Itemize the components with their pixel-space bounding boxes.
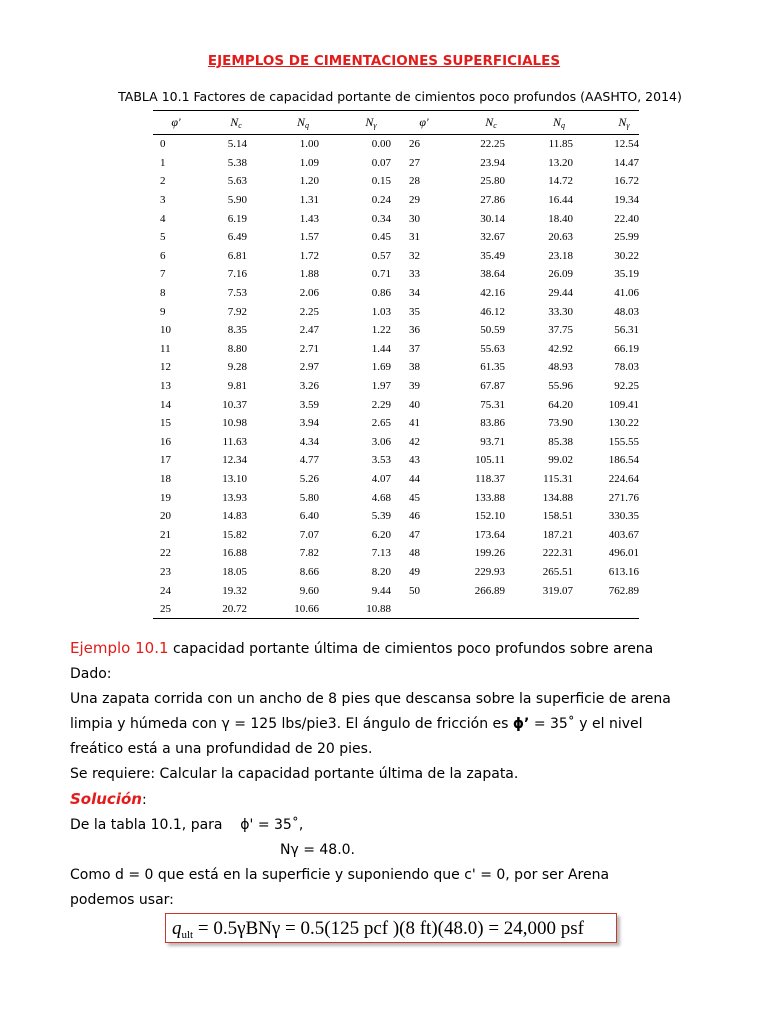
table-cell: 18 [160, 472, 171, 485]
table-cell: 158.51 [542, 510, 573, 523]
table-cell: 25.80 [480, 175, 505, 188]
header-ngamma: $N_\gamma$ [365, 115, 377, 130]
table-cell: 1.31 [299, 194, 319, 207]
table-row [153, 395, 639, 414]
table-cell: 20 [160, 510, 171, 523]
table-cell: 66.19 [614, 342, 639, 355]
table-cell: 16.72 [614, 175, 639, 188]
table-cell: 224.64 [608, 472, 639, 485]
table-cell: 1.97 [371, 380, 391, 393]
table-cell: 6.19 [227, 212, 247, 225]
table-cell: 35 [409, 305, 420, 318]
table-cell: 1.57 [299, 231, 319, 244]
table-cell: 12.34 [222, 454, 247, 467]
table-cell: 7.53 [227, 287, 247, 300]
table-cell: 39 [409, 380, 420, 393]
table-cell: 10.88 [366, 603, 391, 616]
table-row [153, 358, 639, 377]
solution-heading: Solución: [70, 790, 147, 808]
table-cell: 32 [409, 249, 420, 262]
table-cell: 22.25 [480, 138, 505, 151]
table-cell: 5.80 [299, 491, 319, 504]
table-cell: 50 [409, 584, 420, 597]
table-cell: 67.87 [480, 380, 505, 393]
table-cell: 1.09 [299, 156, 319, 169]
table-cell: 4.68 [371, 491, 391, 504]
table-cell: 0.00 [371, 138, 391, 151]
table-row [153, 247, 639, 266]
table-cell: 44 [409, 472, 420, 485]
table-cell: 28 [409, 175, 420, 188]
table-cell: 10.37 [222, 398, 247, 411]
table-cell: 0.15 [371, 175, 391, 188]
table-cell: 6.81 [227, 249, 247, 262]
table-cell: 48.93 [548, 361, 573, 374]
requirement-line: Se requiere: Calcular la capacidad portante última de la zapata. [70, 766, 519, 782]
table-cell: 25 [160, 603, 171, 616]
table-cell: 49 [409, 565, 420, 578]
table-cell: 3.06 [371, 435, 391, 448]
table-cell: 13 [160, 380, 171, 393]
table-cell: 14.47 [614, 156, 639, 169]
table-cell: 30 [409, 212, 420, 225]
table-cell: 26.09 [548, 268, 573, 281]
table-cell: 4.77 [299, 454, 319, 467]
table-cell: 0.71 [371, 268, 391, 281]
table-cell: 93.71 [480, 435, 505, 448]
table-cell: 15.82 [222, 528, 247, 541]
table-cell: 1.88 [299, 268, 319, 281]
header-phi: φ′ [171, 115, 181, 129]
table-cell: 25.99 [614, 231, 639, 244]
table-row [153, 525, 639, 544]
table-cell: 10 [160, 324, 171, 337]
table-cell: 40 [409, 398, 420, 411]
table-cell: 27.86 [480, 194, 505, 207]
table-cell: 78.03 [614, 361, 639, 374]
header-nq-2: $N_q$ [552, 115, 565, 130]
table-cell: 85.38 [548, 435, 573, 448]
table-cell: 29 [409, 194, 420, 207]
table-reference-line: De la tabla 10.1, para ϕ' = 35˚, [70, 817, 304, 833]
table-cell: 19.32 [222, 584, 247, 597]
table-cell: 0.24 [371, 194, 391, 207]
bearing-capacity-table [153, 110, 639, 619]
table-cell: 7 [160, 268, 166, 281]
table-cell: 8.80 [227, 342, 247, 355]
table-cell: 33.30 [548, 305, 573, 318]
table-cell: 266.89 [474, 584, 505, 597]
table-cell: 31 [409, 231, 420, 244]
table-row [153, 340, 639, 359]
table-cell: 33 [409, 268, 420, 281]
table-cell: 10.98 [222, 417, 247, 430]
table-header [153, 111, 639, 135]
table-cell: 186.54 [608, 454, 639, 467]
table-cell: 16 [160, 435, 171, 448]
table-cell: 9 [160, 305, 166, 318]
table-cell: 16.88 [222, 547, 247, 560]
table-cell: 29.44 [548, 287, 573, 300]
example-heading [70, 636, 720, 662]
table-cell: 5.90 [227, 194, 247, 207]
table-cell: 35.19 [614, 268, 639, 281]
table-cell: 2.65 [371, 417, 391, 430]
table-cell: 130.22 [608, 417, 639, 430]
table-cell: 222.31 [542, 547, 573, 560]
table-cell: 30.22 [614, 249, 639, 262]
table-cell: 48 [409, 547, 420, 560]
table-cell: 43 [409, 454, 420, 467]
table-cell: 2.97 [299, 361, 319, 374]
table-cell: 5.26 [299, 472, 319, 485]
table-cell: 35.49 [480, 249, 505, 262]
paragraph-line-1: Una zapata corrida con un ancho de 8 pies que descansa sobre la superficie de arena [70, 691, 671, 707]
table-cell: 0.07 [371, 156, 391, 169]
table-cell: 13.20 [548, 156, 573, 169]
table-cell: 45 [409, 491, 420, 504]
como-line-1: Como d = 0 que está en la superficie y suponiendo que c' = 0, por ser Arena [70, 867, 610, 883]
table-cell: 4.07 [371, 472, 391, 485]
table-cell: 18.05 [222, 565, 247, 578]
table-cell: 1.00 [299, 138, 319, 151]
table-cell: 7.92 [227, 305, 247, 318]
table-cell: 9.28 [227, 361, 247, 374]
table-cell: 229.93 [474, 565, 505, 578]
table-cell: 9.60 [299, 584, 319, 597]
table-cell: 47 [409, 528, 420, 541]
table-cell: 36 [409, 324, 420, 337]
table-cell: 42 [409, 435, 420, 448]
table-cell: 403.67 [608, 528, 639, 541]
table-row [153, 563, 639, 582]
table-cell: 61.35 [480, 361, 505, 374]
table-cell: 14.83 [222, 510, 247, 523]
table-cell: 5.63 [227, 175, 247, 188]
table-cell: 14.72 [548, 175, 573, 188]
table-cell: 2.25 [299, 305, 319, 318]
table-row [153, 191, 639, 210]
table-cell: 7.82 [299, 547, 319, 560]
table-row [153, 470, 639, 489]
table-cell: 21 [160, 528, 171, 541]
table-cell: 1.22 [371, 324, 391, 337]
table-body [153, 135, 639, 618]
table-cell: 11.63 [222, 435, 247, 448]
table-cell: 55.63 [480, 342, 505, 355]
table-row [153, 433, 639, 452]
table-cell: 9.81 [227, 380, 247, 393]
table-cell: 5.39 [371, 510, 391, 523]
table-cell: 10.66 [294, 603, 319, 616]
table-cell: 23.18 [548, 249, 573, 262]
table-cell: 46.12 [480, 305, 505, 318]
table-row [153, 507, 639, 526]
table-cell: 92.25 [614, 380, 639, 393]
table-cell: 11.85 [548, 138, 573, 151]
table-cell: 14 [160, 398, 171, 411]
header-nq: $N_q$ [296, 115, 309, 130]
table-cell: 1.43 [299, 212, 319, 225]
header-nc: $N_c$ [230, 115, 242, 130]
table-cell: 1.03 [371, 305, 391, 318]
table-cell: 4.34 [299, 435, 319, 448]
table-cell: 0.57 [371, 249, 391, 262]
table-cell: 37 [409, 342, 420, 355]
table-cell: 18.40 [548, 212, 573, 225]
table-row [153, 209, 639, 228]
table-row [153, 154, 639, 173]
table-cell: 23.94 [480, 156, 505, 169]
table-cell: 15 [160, 417, 171, 430]
table-cell: 1.72 [299, 249, 319, 262]
table-row [153, 451, 639, 470]
table-cell: 19 [160, 491, 171, 504]
table-cell: 99.02 [548, 454, 573, 467]
table-cell: 613.16 [608, 565, 639, 578]
table-cell: 0.34 [371, 212, 391, 225]
paragraph-line-3: freático está a una profundidad de 20 pies. [70, 741, 373, 757]
table-cell: 42.92 [548, 342, 573, 355]
table-row [153, 265, 639, 284]
table-cell: 16.44 [548, 194, 573, 207]
bearing-capacity-formula: $q_{ult} = 0.5\gamma BN\gamma = 0.5(125$ pcf )(8 ft)(48.0) = 24,000 psf [165, 913, 617, 943]
table-cell: 17 [160, 454, 171, 467]
page-title: EJEMPLOS DE CIMENTACIONES SUPERFICIALES [207, 53, 561, 69]
table-cell: 118.37 [475, 472, 505, 485]
table-cell: 12.54 [614, 138, 639, 151]
table-cell: 8 [160, 287, 166, 300]
table-cell: 13.10 [222, 472, 247, 485]
table-row [153, 284, 639, 303]
table-cell: 5.14 [227, 138, 247, 151]
table-cell: 1 [160, 156, 166, 169]
table-cell: 0 [160, 138, 166, 151]
table-cell: 2.71 [299, 342, 319, 355]
table-cell: 115.31 [543, 472, 573, 485]
table-cell: 762.89 [608, 584, 639, 597]
table-cell: 2 [160, 175, 166, 188]
table-cell: 6 [160, 249, 166, 262]
table-cell: 7.07 [299, 528, 319, 541]
table-cell: 199.26 [474, 547, 505, 560]
table-cell: 134.88 [542, 491, 573, 504]
table-cell: 41 [409, 417, 420, 430]
example-title-rest: capacidad portante última de cimientos poco profundos sobre arena [172, 641, 654, 657]
table-row [153, 302, 639, 321]
table-cell: 2.47 [299, 324, 319, 337]
table-cell: 109.41 [608, 398, 639, 411]
header-phi-2: φ′ [419, 115, 429, 129]
header-ngamma-2: $N_\gamma$ [618, 115, 630, 130]
ngamma-value: Nγ = 48.0. [280, 842, 356, 858]
table-cell: 48.03 [614, 305, 639, 318]
table-cell: 5.38 [227, 156, 247, 169]
table-cell: 8.35 [227, 324, 247, 337]
table-cell: 3.59 [299, 398, 319, 411]
table-row [153, 321, 639, 340]
table-cell: 3.26 [299, 380, 319, 393]
table-cell: 64.20 [548, 398, 573, 411]
table-cell: 42.16 [480, 287, 505, 300]
table-row [153, 135, 639, 154]
table-cell: 2.29 [371, 398, 391, 411]
table-cell: 3.53 [371, 454, 391, 467]
table-cell: 41.06 [614, 287, 639, 300]
table-cell: 5 [160, 231, 166, 244]
table-cell: 0.86 [371, 287, 391, 300]
table-cell: 271.76 [608, 491, 639, 504]
table-row [153, 377, 639, 396]
table-cell: 83.86 [480, 417, 505, 430]
table-cell: 105.11 [475, 454, 505, 467]
table-cell: 2.06 [299, 287, 319, 300]
table-cell: 330.35 [608, 510, 639, 523]
paragraph-line-2: limpia y húmeda con γ = 125 lbs/pie3. El ángulo de fricción es ϕ’ = 35˚ y el nivel [70, 716, 643, 732]
table-cell: 37.75 [548, 324, 573, 337]
example-title: Ejemplo 10.1 [70, 639, 169, 657]
table-cell: 75.31 [480, 398, 505, 411]
table-cell: 4 [160, 212, 166, 225]
table-cell: 155.55 [608, 435, 639, 448]
table-cell: 6.20 [371, 528, 391, 541]
table-row [153, 544, 639, 563]
table-cell: 152.10 [474, 510, 505, 523]
table-cell: 3.94 [299, 417, 319, 430]
table-cell: 55.96 [548, 380, 573, 393]
table-row [153, 414, 639, 433]
table-cell: 12 [160, 361, 171, 374]
table-cell: 50.59 [480, 324, 505, 337]
table-cell: 46 [409, 510, 420, 523]
table-cell: 24 [160, 584, 171, 597]
table-cell: 133.88 [474, 491, 505, 504]
table-cell: 19.34 [614, 194, 639, 207]
table-row [153, 172, 639, 191]
table-cell: 27 [409, 156, 420, 169]
table-cell: 8.66 [299, 565, 319, 578]
table-cell: 1.69 [371, 361, 391, 374]
table-cell: 6.40 [299, 510, 319, 523]
como-line-2: podemos usar: [70, 892, 174, 908]
table-cell: 6.49 [227, 231, 247, 244]
table-cell: 9.44 [371, 584, 391, 597]
header-nc-2: $N_c$ [485, 115, 497, 130]
table-cell: 22 [160, 547, 171, 560]
table-row [153, 228, 639, 247]
table-row [153, 600, 639, 619]
table-cell: 3 [160, 194, 166, 207]
table-cell: 11 [160, 342, 171, 355]
table-cell: 13.93 [222, 491, 247, 504]
table-cell: 73.90 [548, 417, 573, 430]
table-cell: 32.67 [480, 231, 505, 244]
table-cell: 26 [409, 138, 420, 151]
table-cell: 173.64 [474, 528, 505, 541]
table-cell: 8.20 [371, 565, 391, 578]
table-cell: 0.45 [371, 231, 391, 244]
table-cell: 496.01 [608, 547, 639, 560]
table-cell: 1.20 [299, 175, 319, 188]
table-cell: 30.14 [480, 212, 505, 225]
table-cell: 7.13 [371, 547, 391, 560]
table-cell: 22.40 [614, 212, 639, 225]
table-cell: 34 [409, 287, 420, 300]
table-cell: 38.64 [480, 268, 505, 281]
table-cell: 38 [409, 361, 420, 374]
table-row [153, 488, 639, 507]
example-text [70, 636, 720, 913]
table-cell: 187.21 [542, 528, 573, 541]
table-cell: 7.16 [227, 268, 247, 281]
table-cell: 265.51 [542, 565, 573, 578]
table-cell: 20.72 [222, 603, 247, 616]
dado-label: Dado: [70, 666, 112, 682]
table-cell: 1.44 [371, 342, 391, 355]
table-row [153, 581, 639, 600]
table-cell: 20.63 [548, 231, 573, 244]
table-caption: TABLA 10.1 Factores de capacidad portante de cimientos poco profundos (AASHTO, 2014) [118, 89, 682, 104]
table-cell: 319.07 [542, 584, 573, 597]
table-cell: 23 [160, 565, 171, 578]
table-cell: 56.31 [614, 324, 639, 337]
